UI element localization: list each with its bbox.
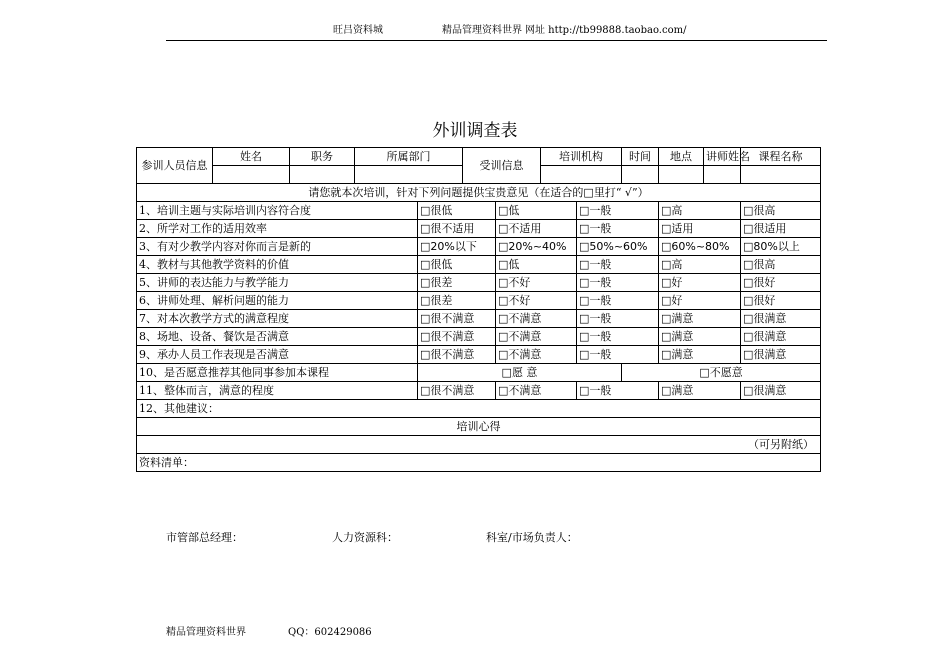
option-checkbox[interactable]: □不满意 [496,310,577,328]
question-row-9 [137,346,821,364]
page-header [166,24,827,41]
option-checkbox[interactable]: □20%以下 [418,238,496,256]
question-row-8 [137,328,821,346]
signature-line [0,531,950,547]
col-name: 姓名 [213,148,290,166]
survey-table [136,147,821,472]
col-time: 时间 [622,148,659,166]
option-checkbox[interactable]: □满意 [659,310,741,328]
option-checkbox[interactable]: □20%~40% [496,238,577,256]
option-checkbox[interactable]: □一般 [577,310,659,328]
question-text: 4、教材与其他教学资料的价值 [137,256,418,274]
option-checkbox[interactable]: □很低 [418,202,496,220]
col-lecturer: 讲师姓名 [704,148,741,166]
question-row-2 [137,220,821,238]
question-text: 1、培训主题与实际培训内容符合度 [137,202,418,220]
option-checkbox[interactable]: □不适用 [496,220,577,238]
footer-site: 精品管理资料世界 [166,627,246,638]
question-row-10 [137,364,821,382]
position-input[interactable] [290,166,355,184]
option-checkbox[interactable]: □很满意 [741,382,821,400]
question-row-12 [137,400,821,418]
question-row-4 [137,256,821,274]
question-text: 6、讲师处理、解析问题的能力 [137,292,418,310]
option-checkbox[interactable]: □很差 [418,274,496,292]
question-text: 3、有对少教学内容对你而言是新的 [137,238,418,256]
option-checkbox[interactable]: □一般 [577,256,659,274]
option-checkbox[interactable]: □很不满意 [418,310,496,328]
option-checkbox[interactable]: □一般 [577,274,659,292]
header-url[interactable]: 网址 http://tb99888.taobao.com/ [525,25,687,36]
recommend-no-checkbox[interactable]: □不愿意 [622,364,821,382]
course-input[interactable] [741,166,821,184]
location-input[interactable] [659,166,704,184]
question-text: 11、整体而言，满意的程度 [137,382,418,400]
experience-label: 培训心得 [137,418,821,436]
question-text: 5、讲师的表达能力与教学能力 [137,274,418,292]
signature-dept[interactable]: 科室/市场负责人： [486,531,578,544]
option-checkbox[interactable]: □低 [496,256,577,274]
option-checkbox[interactable]: □一般 [577,202,659,220]
question-text: 10、是否愿意推荐其他同事参加本课程 [137,364,418,382]
option-checkbox[interactable]: □不好 [496,274,577,292]
signature-hr[interactable]: 人力资源科： [332,531,398,544]
suggestions-field[interactable]: 12、其他建议： [137,400,821,418]
option-checkbox[interactable]: □满意 [659,382,741,400]
option-checkbox[interactable]: □很好 [741,274,821,292]
time-input[interactable] [622,166,659,184]
question-text: 2、所学对工作的适用效率 [137,220,418,238]
option-checkbox[interactable]: □50%~60% [577,238,659,256]
question-row-3 [137,238,821,256]
option-checkbox[interactable]: □很满意 [741,310,821,328]
option-checkbox[interactable]: □很不满意 [418,382,496,400]
option-checkbox[interactable]: □不满意 [496,346,577,364]
col-location: 地点 [659,148,704,166]
option-checkbox[interactable]: □高 [659,256,741,274]
footer-qq: QQ：602429086 [288,627,372,638]
attach-note: （可另附纸） [748,438,814,451]
option-checkbox[interactable]: □一般 [577,220,659,238]
option-checkbox[interactable]: □很不满意 [418,328,496,346]
question-row-11 [137,382,821,400]
option-checkbox[interactable]: □满意 [659,346,741,364]
option-checkbox[interactable]: □很好 [741,292,821,310]
option-checkbox[interactable]: □不满意 [496,382,577,400]
question-text: 9、承办人员工作表现是否满意 [137,346,418,364]
materials-row [137,454,821,472]
recommend-yes-checkbox[interactable]: □愿 意 [418,364,622,382]
col-position: 职务 [290,148,355,166]
signature-gm[interactable]: 市管部总经理： [166,531,243,544]
col-course: 课程名称 [741,148,821,166]
form-title: 外训调查表 [432,121,518,141]
option-checkbox[interactable]: □60%~80% [659,238,741,256]
header-site-name-2: 精品管理资料世界 [442,25,522,36]
col-department: 所属部门 [355,148,463,166]
department-input[interactable] [355,166,463,184]
option-checkbox[interactable]: □满意 [659,328,741,346]
option-checkbox[interactable]: □好 [659,274,741,292]
header-site-name: 旺吕资料城 [333,25,383,36]
option-checkbox[interactable]: □不好 [496,292,577,310]
question-row-5 [137,274,821,292]
option-checkbox[interactable]: □80%以上 [741,238,821,256]
question-row-7 [137,310,821,328]
instruction-row [137,184,821,202]
option-checkbox[interactable]: □好 [659,292,741,310]
option-checkbox[interactable]: □很满意 [741,328,821,346]
option-checkbox[interactable]: □不满意 [496,328,577,346]
question-text: 8、场地、设备、餐饮是否满意 [137,328,418,346]
option-checkbox[interactable]: □低 [496,202,577,220]
experience-textarea[interactable] [137,436,821,454]
name-input[interactable] [213,166,290,184]
question-row-6 [137,292,821,310]
training-info-label: 受训信息 [463,148,541,184]
question-text: 7、对本次教学方式的满意程度 [137,310,418,328]
participant-header-row [137,148,821,166]
option-checkbox[interactable]: □高 [659,202,741,220]
option-checkbox[interactable]: □一般 [577,328,659,346]
col-institution: 培训机构 [541,148,622,166]
option-checkbox[interactable]: □很适用 [741,220,821,238]
option-checkbox[interactable]: □很不适用 [418,220,496,238]
option-checkbox[interactable]: □一般 [577,382,659,400]
option-checkbox[interactable]: □一般 [577,292,659,310]
option-checkbox[interactable]: □很不满意 [418,346,496,364]
option-checkbox[interactable]: □很低 [418,256,496,274]
option-checkbox[interactable]: □一般 [577,346,659,364]
option-checkbox[interactable]: □很差 [418,292,496,310]
option-checkbox[interactable]: □很满意 [741,346,821,364]
institution-input[interactable] [541,166,622,184]
option-checkbox[interactable]: □很高 [741,202,821,220]
lecturer-input[interactable] [704,166,741,184]
materials-list-field[interactable]: 资料清单： [137,454,821,472]
participant-info-label: 参训人员信息 [137,148,213,184]
experience-body-row [137,436,821,454]
question-row-1 [137,202,821,220]
experience-header-row [137,418,821,436]
instruction-text: 请您就本次培训，针对下列问题提供宝贵意见（在适合的□里打“ √”） [137,184,821,202]
option-checkbox[interactable]: □很高 [741,256,821,274]
option-checkbox[interactable]: □适用 [659,220,741,238]
